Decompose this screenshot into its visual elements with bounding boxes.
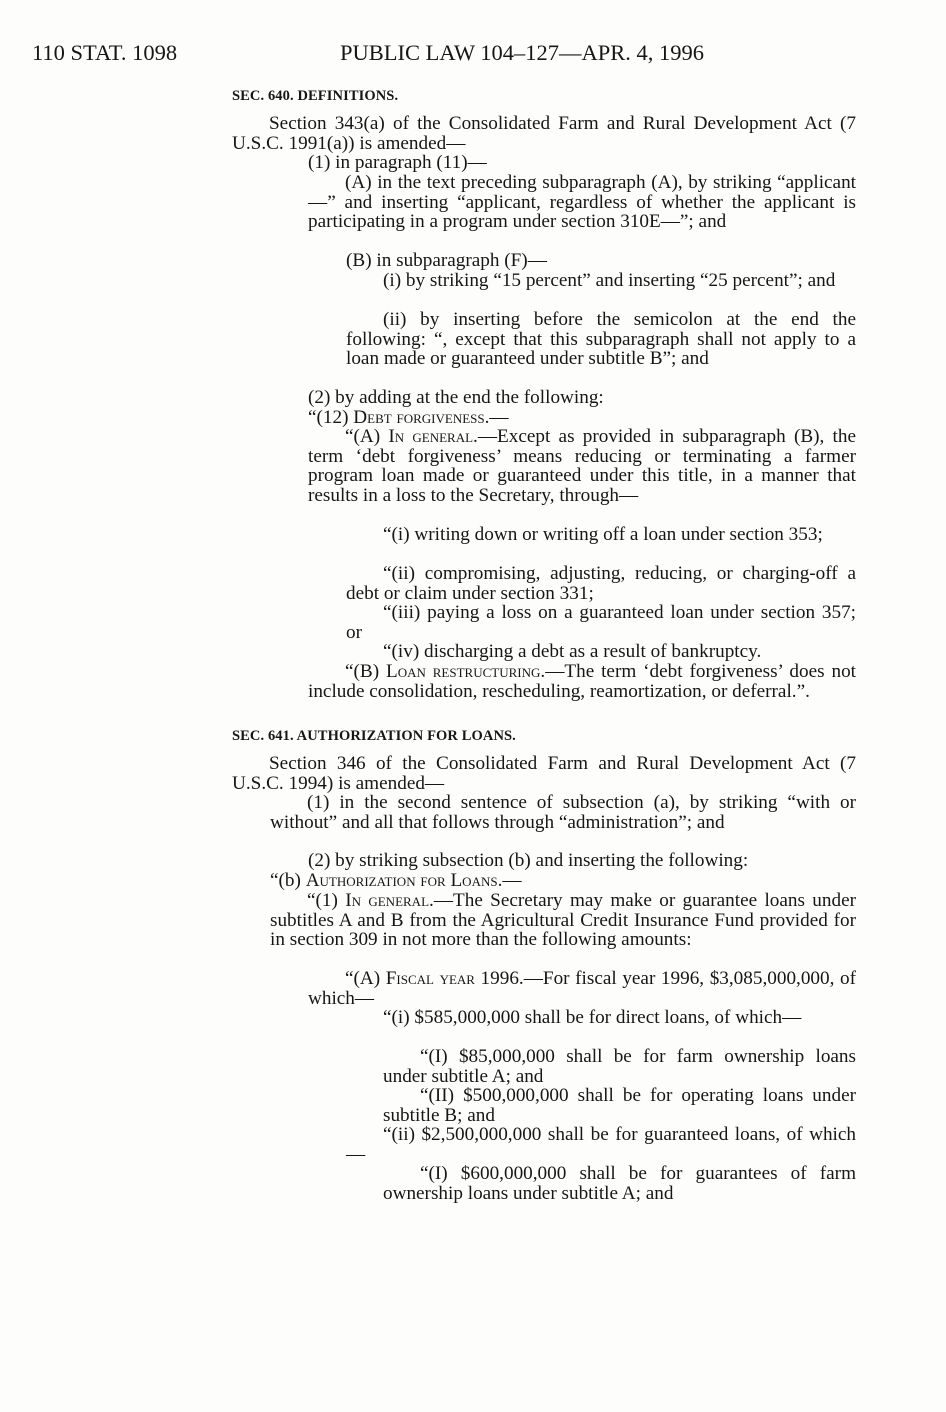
subsection-b-heading: “(b) Authorization for Loans.—: [270, 870, 522, 891]
running-header: [32, 38, 882, 72]
clause-12Aiii: “(iii) paying a loss on a guaranteed loan under section 357; or: [346, 602, 856, 643]
law-reference: PUBLIC LAW 104–127—APR. 4, 1996: [340, 40, 705, 65]
paragraph-641-1: (1) in the second sentence of subsection (a), by striking “with or without” and all that follows through “administration”; and: [270, 792, 856, 833]
subparagraph-1B: (B) in subparagraph (F)—: [346, 250, 547, 271]
subclause-farm-ownership: “(I) $85,000,000 shall be for farm ownership loans under subtitle A; and: [383, 1046, 856, 1087]
clause-12Aii: “(ii) compromising, adjusting, reducing, or charging-off a debt or claim under section 331;: [346, 563, 856, 604]
clause-guaranteed-loans: “(ii) $2,500,000,000 shall be for guaranteed loans, of which—: [346, 1124, 856, 1165]
clause-1Bii: (ii) by inserting before the semicolon at the end the following: “, except that this subparagraph shall not apply to a loan made or guaranteed under subtitle B”; and: [346, 309, 856, 369]
clause-12Aiv: “(iv) discharging a debt as a result of bankruptcy.: [383, 641, 762, 662]
subclause-guarantees-farm-ownership: “(I) $600,000,000 shall be for guarantees of farm ownership loans under subtitle A; and: [383, 1163, 856, 1204]
subparagraph-fiscal-year-1996: “(A) Fiscal year 1996.—For fiscal year 1996, $3,085,000,000, of which—: [308, 968, 856, 1009]
page-reference: 110 STAT. 1098: [32, 40, 178, 65]
paragraph-641-2: (2) by striking subsection (b) and inserting the following:: [308, 850, 749, 871]
section-641-heading: SEC. 641. AUTHORIZATION FOR LOANS.: [232, 728, 516, 744]
paragraph-1: (1) in paragraph (11)—: [308, 152, 487, 173]
clause-direct-loans: “(i) $585,000,000 shall be for direct loans, of which—: [383, 1007, 802, 1028]
subparagraph-1A: (A) in the text preceding subparagraph (A), by striking “applicant—” and inserting “applicant, regardless of whether the applicant is participating in a program under section 310E—”; and: [308, 172, 856, 232]
subclause-operating-loans: “(II) $500,000,000 shall be for operating loans under subtitle B; and: [383, 1085, 856, 1126]
subparagraph-12A: “(A) In general.—Except as provided in subparagraph (B), the term ‘debt forgiveness’ means reducing or terminating a farmer program loan made or guaranteed under this title, in a manner that results in a loss to the Secretary, through—: [308, 426, 856, 506]
section-640-intro: Section 343(a) of the Consolidated Farm and Rural Development Act (7 U.S.C. 1991(a)) is amended—: [232, 113, 856, 154]
clause-1Bi: (i) by striking “15 percent” and inserting “25 percent”; and: [383, 270, 836, 291]
subparagraph-12B: “(B) Loan restructuring.—The term ‘debt forgiveness’ does not include consolidation, rescheduling, reamortization, or deferral.”.: [308, 661, 856, 702]
clause-12Ai: “(i) writing down or writing off a loan under section 353;: [383, 524, 823, 545]
paragraph-2: (2) by adding at the end the following:: [308, 387, 604, 408]
section-641-intro: Section 346 of the Consolidated Farm and Rural Development Act (7 U.S.C. 1994) is amended—: [232, 753, 856, 794]
paragraph-12-heading: “(12) Debt forgiveness.—: [308, 407, 509, 428]
section-640-heading: SEC. 640. DEFINITIONS.: [232, 88, 399, 104]
paragraph-b1-in-general: “(1) In general.—The Secretary may make or guarantee loans under subtitles A and B from the Agricultural Credit Insurance Fund provided for in section 309 in not more than the following amounts:: [270, 890, 856, 950]
